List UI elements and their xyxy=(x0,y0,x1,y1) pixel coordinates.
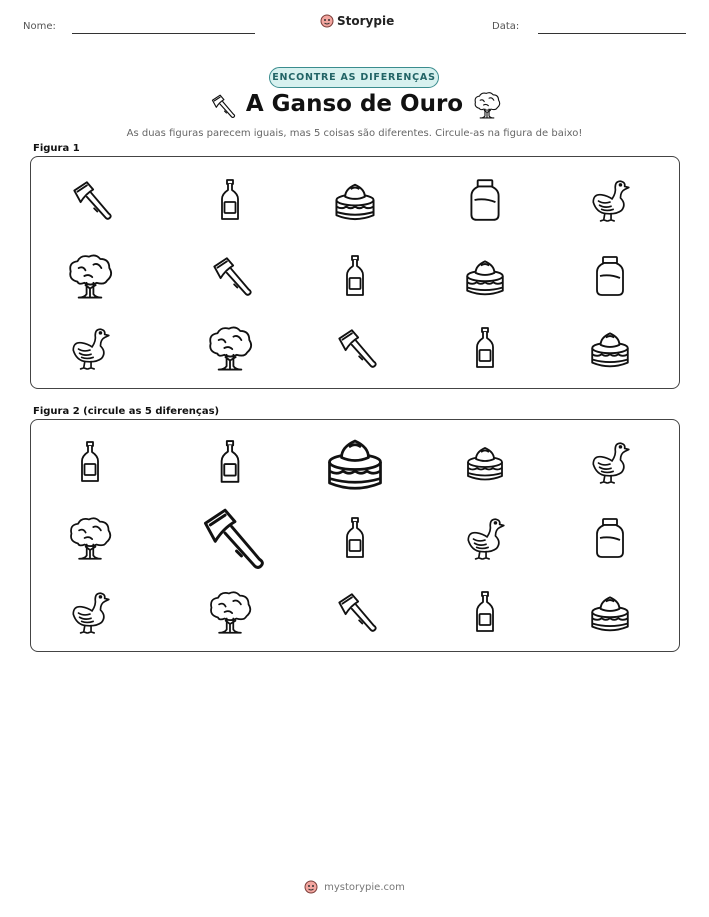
title-tree-icon xyxy=(472,90,502,120)
storypie-logo-icon xyxy=(320,14,334,28)
brand-name: Storypie xyxy=(337,14,395,28)
figure1-label: Figura 1 xyxy=(33,143,80,154)
footer-url: mystorypie.com xyxy=(324,881,405,893)
tree-icon xyxy=(205,323,255,373)
tree-icon xyxy=(65,251,115,301)
bottle-icon xyxy=(208,178,252,222)
axe-icon xyxy=(332,589,378,635)
goose-icon xyxy=(587,439,633,485)
footer xyxy=(0,880,709,894)
flask-icon xyxy=(462,177,508,223)
axe-icon xyxy=(207,253,253,299)
instructions: As duas figuras parecem iguais, mas 5 coisas são diferentes. Circule-as na figura de baixo! xyxy=(126,128,583,139)
tree-icon xyxy=(206,588,254,636)
flask-icon xyxy=(588,254,632,298)
goose-icon xyxy=(587,177,633,223)
bottle-icon xyxy=(333,254,377,298)
date-label: Data: xyxy=(492,21,520,32)
bottle-icon xyxy=(333,516,377,560)
bottle-icon xyxy=(463,326,507,370)
name-line xyxy=(72,33,255,34)
bottle-icon xyxy=(68,440,112,484)
axe-icon xyxy=(194,502,266,574)
axe-icon xyxy=(67,177,113,223)
goose-icon xyxy=(67,325,113,371)
cake-icon xyxy=(322,429,388,495)
badge: ENCONTRE AS DIFERENÇAS xyxy=(269,67,439,88)
date-line xyxy=(538,33,686,34)
cake-icon xyxy=(463,440,507,484)
goose-icon xyxy=(67,589,113,635)
flask-icon xyxy=(588,516,632,560)
axe-icon xyxy=(332,325,378,371)
cake-icon xyxy=(331,176,379,224)
footer-logo-icon xyxy=(304,880,318,894)
cake-icon xyxy=(587,589,633,635)
page-title: A Ganso de Ouro xyxy=(245,91,464,117)
name-label: Nome: xyxy=(23,21,56,32)
figure2-label: Figura 2 (circule as 5 diferenças) xyxy=(33,406,220,417)
cake-icon xyxy=(462,253,508,299)
bottle-icon xyxy=(463,590,507,634)
goose-icon xyxy=(462,515,508,561)
cake-icon xyxy=(587,325,633,371)
brand xyxy=(320,14,394,28)
bottle-icon xyxy=(207,439,253,485)
tree-icon xyxy=(66,514,114,562)
